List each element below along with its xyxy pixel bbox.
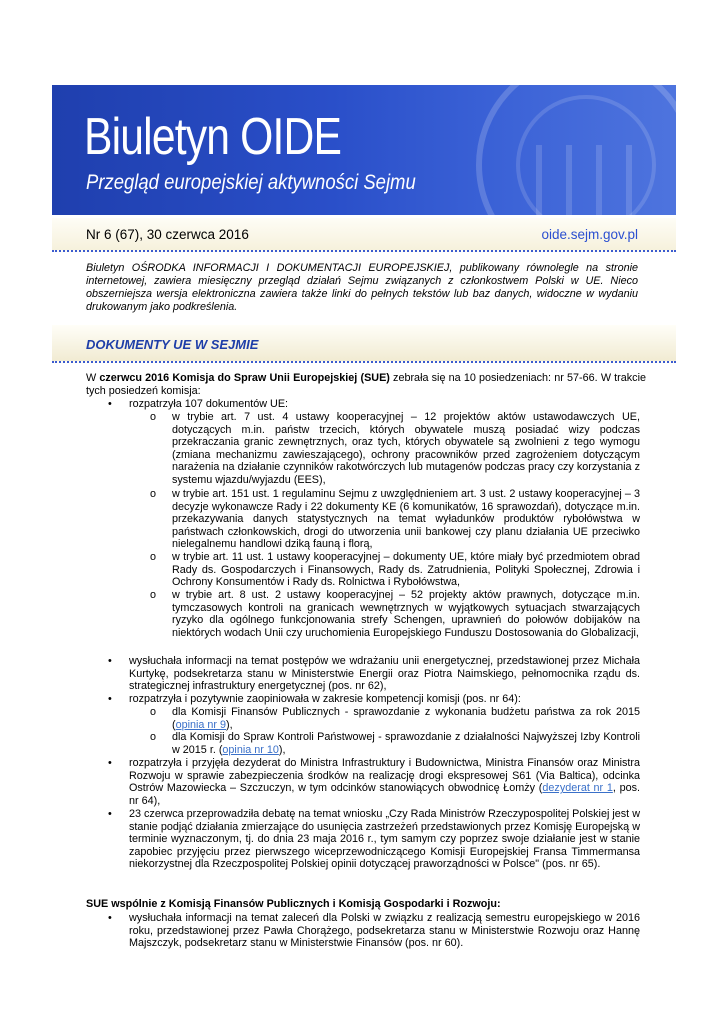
bullet-icon: • [108, 655, 112, 667]
issue-bar [52, 218, 676, 252]
bullet-icon: • [108, 808, 112, 820]
sub-bullet-icon: o [150, 551, 157, 563]
lead-paragraph: W czerwcu 2016 Komisja do Spraw Unii Europejskiej (SUE) zebrała się na 10 posiedzeniach: nr 57-66. W trakcie tych posiedzeń komisja: [86, 372, 646, 397]
bulletin-title: Biuletyn OIDE [84, 108, 342, 166]
subsection-title: SUE wspólnie z Komisją Finansów Publicznych i Komisją Gospodarki i Rozwoju: [86, 898, 501, 910]
site-link[interactable]: oide.sejm.gov.pl [541, 227, 638, 242]
bulletin-subtitle: Przegląd europejskiej aktywności Sejmu [86, 171, 416, 194]
sub-bullet-icon: o [150, 706, 157, 718]
bullet-icon: • [108, 398, 112, 410]
header-banner [52, 85, 676, 215]
section-header [52, 325, 676, 363]
intro-paragraph: Biuletyn OŚRODKA INFORMACJI I DOKUMENTACJI EUROPEJSKIEJ, publikowany równolegle na stronie internetowej, zawiera miesięczny przegląd działań Sejmu związanych z członkostwem Polski w UE. Nieco obszerniejsza wersja elektroniczna zawiera także linki do pełnych tekstów lub baz danych, widoczne w wydaniu drukowanym jako podkreślenia. [86, 262, 638, 313]
sub-bullet-icon: o [150, 731, 157, 743]
sub-bullet-icon: o [150, 411, 157, 423]
sub-bullet-icon: o [150, 488, 157, 500]
bullet-icon: • [108, 693, 112, 705]
sub-bullet-icon: o [150, 589, 157, 601]
banner-columns-decoration [526, 145, 636, 215]
committee-name: czerwcu 2016 Komisja do Spraw Unii Europejskiej (SUE) [99, 372, 390, 384]
bullet-icon: • [108, 912, 112, 924]
opinion-9-link[interactable]: opinia nr 9 [175, 718, 227, 731]
opinion-10-link[interactable]: opinia nr 10 [222, 743, 279, 756]
issue-number-date: Nr 6 (67), 30 czerwca 2016 [86, 227, 249, 242]
bullet-icon: • [108, 757, 112, 769]
section-title: DOKUMENTY UE W SEJMIE [86, 337, 259, 352]
desideratum-1-link[interactable]: dezyderat nr 1 [542, 782, 613, 795]
